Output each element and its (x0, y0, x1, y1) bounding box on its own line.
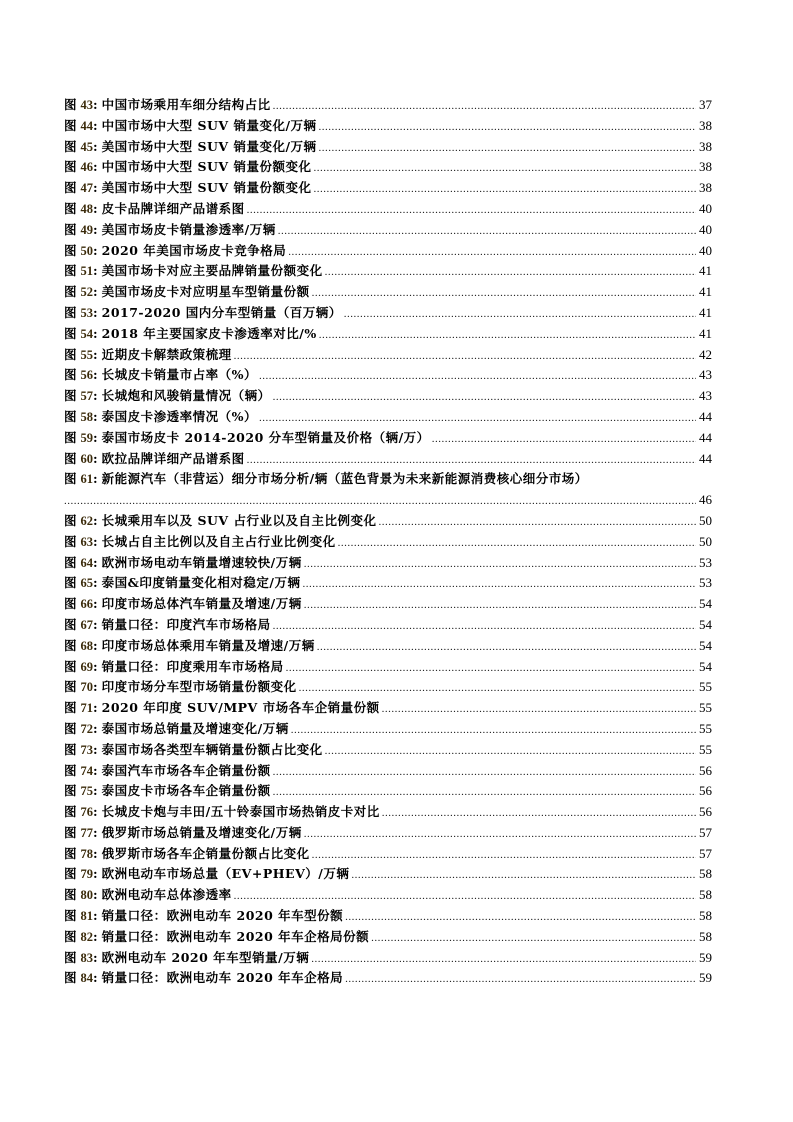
dot-leader (273, 782, 696, 803)
figure-title: 泰国市场皮卡 2014-2020 分车型销量及价格（辆/万） (101, 429, 430, 445)
toc-entry[interactable]: 图 48: 皮卡品牌详细产品谱系图 ..... 40 (64, 199, 712, 220)
figure-prefix: 图 (64, 429, 77, 445)
figure-prefix: 图 (64, 263, 77, 279)
figure-number: 71 (80, 701, 94, 716)
figure-title: 美国市场皮卡对应明星车型销量份额 (101, 284, 310, 300)
figure-prefix: 图 (64, 533, 77, 549)
figure-title: 新能源汽车（非营运）细分市场分析/辆（蓝色背景为未来新能源消费核心细分市场） (101, 471, 588, 487)
toc-entry[interactable]: 图 64: 欧洲市场电动车销量增速较快/万辆 ..... 53 (64, 553, 712, 574)
toc-entry[interactable]: 图 54: 2018 年主要国家皮卡渗透率对比/% ..... 41 (64, 324, 712, 345)
figure-title: 长城乘用车以及 SUV 占行业以及自主比例变化 (101, 512, 377, 528)
toc-entry[interactable]: 图 76: 长城皮卡炮与丰田/五十铃泰国市场热销皮卡对比 ..... 56 (64, 802, 712, 823)
figure-number: 66 (80, 597, 94, 612)
figure-prefix: 图 (64, 408, 77, 424)
figure-prefix: 图 (64, 200, 77, 216)
dot-leader (273, 96, 696, 117)
figure-prefix: 图 (64, 658, 77, 674)
page-number: 54 (699, 616, 712, 632)
page-number: 41 (699, 325, 712, 341)
figure-title: 欧洲电动车市场总量（EV+PHEV）/万辆 (101, 866, 350, 882)
dot-leader (319, 325, 696, 346)
toc-entry[interactable]: 图 69: 销量口径：印度乘用车市场格局 ..... 54 (64, 657, 712, 678)
figure-prefix: 图 (64, 450, 77, 466)
figure-title: 欧洲市场电动车销量增速较快/万辆 (101, 554, 302, 570)
page-number: 38 (699, 117, 712, 133)
dot-leader (351, 865, 696, 886)
figure-number: 60 (80, 451, 94, 466)
page-number: 57 (699, 824, 712, 840)
figure-number: 69 (80, 659, 94, 674)
figure-title: 中国市场中大型 SUV 销量份额变化 (101, 159, 312, 175)
dot-leader (338, 533, 696, 554)
page-number: 40 (699, 242, 712, 258)
toc-entry[interactable]: 图 81: 销量口径：欧洲电动车 2020 年车型份额 ..... 58 (64, 906, 712, 927)
figure-prefix: 图 (64, 845, 77, 861)
figure-prefix: 图 (64, 637, 77, 653)
figure-number: 74 (80, 763, 94, 778)
toc-entry[interactable]: 图 71: 2020 年印度 SUV/MPV 市场各车企销量份额 ..... 55 (64, 698, 712, 719)
figure-title: 中国市场中大型 SUV 销量变化/万辆 (101, 117, 317, 133)
figure-title: 欧洲电动车 2020 年车型销量/万辆 (101, 949, 310, 965)
dot-leader (288, 242, 696, 263)
figure-number: 44 (80, 118, 94, 133)
toc-entry[interactable]: 图 77: 俄罗斯市场总销量及增速变化/万辆 ..... 57 (64, 823, 712, 844)
figure-title: 销量口径：印度汽车市场格局 (101, 616, 271, 632)
page-number: 55 (699, 679, 712, 695)
dot-leader (317, 637, 696, 658)
toc-entry[interactable]: 图 55: 近期皮卡解禁政策梳理 ..... 42 (64, 345, 712, 366)
figure-number: 75 (80, 784, 94, 799)
page-number: 58 (699, 866, 712, 882)
dot-leader (303, 574, 697, 595)
figure-prefix: 图 (64, 928, 77, 944)
figure-number: 73 (80, 742, 94, 757)
figure-prefix: 图 (64, 741, 77, 757)
page-number: 53 (699, 554, 712, 570)
dot-leader (259, 366, 696, 387)
toc-entry[interactable]: 图 53: 2017-2020 国内分车型销量（百万辆） ..... 41 (64, 303, 712, 324)
page-number: 55 (699, 700, 712, 716)
figure-prefix: 图 (64, 720, 77, 736)
figure-title: 俄罗斯市场总销量及增速变化/万辆 (101, 824, 302, 840)
figure-number: 67 (80, 617, 94, 632)
figure-number: 47 (80, 181, 94, 196)
dot-leader (312, 845, 696, 866)
page-number: 46 (699, 492, 712, 508)
figure-prefix: 图 (64, 159, 77, 175)
toc-entry[interactable]: 图 58: 泰国皮卡渗透率情况（%） ..... 44 (64, 407, 712, 428)
dot-leader (273, 762, 696, 783)
toc-entry[interactable]: 图 51: 美国市场卡对应主要品牌销量份额变化 ..... 41 (64, 261, 712, 282)
page-number: 55 (699, 720, 712, 736)
toc-entry[interactable]: 图 82: 销量口径：欧洲电动车 2020 年车企格局份额 ..... 58 (64, 927, 712, 948)
figure-prefix: 图 (64, 804, 77, 820)
figure-number: 48 (80, 201, 94, 216)
toc-entry[interactable]: 图 83: 欧洲电动车 2020 年车型销量/万辆 ..... 59 (64, 948, 712, 969)
figure-number: 64 (80, 555, 94, 570)
page-number: 38 (699, 138, 712, 154)
figure-title: 皮卡品牌详细产品谱系图 (101, 200, 245, 216)
dot-leader (344, 304, 696, 325)
toc-entry-continuation[interactable] (64, 490, 712, 511)
figure-number: 43 (80, 98, 94, 112)
figure-title: 泰国市场各类型车辆销量份额占比变化 (101, 741, 323, 757)
dot-leader (234, 886, 696, 907)
dot-leader (325, 262, 696, 283)
dot-leader (304, 595, 696, 616)
toc-entry[interactable]: 图 62: 长城乘用车以及 SUV 占行业以及自主比例变化 ..... 50 (64, 511, 712, 532)
figure-title: 美国市场中大型 SUV 销量份额变化 (101, 180, 312, 196)
page-number: 58 (699, 887, 712, 903)
dot-leader (313, 158, 696, 179)
toc-entry[interactable]: 图 73: 泰国市场各类型车辆销量份额占比变化 ..... 55 (64, 740, 712, 761)
toc-entry[interactable]: 图 67: 销量口径：印度汽车市场格局 ..... 54 (64, 615, 712, 636)
figure-title: 2017-2020 国内分车型销量（百万辆） (101, 304, 342, 320)
figure-prefix: 图 (64, 346, 77, 362)
figure-number: 52 (80, 285, 94, 300)
figure-prefix: 图 (64, 700, 77, 716)
figure-prefix: 图 (64, 388, 77, 404)
toc-entry[interactable]: 图 63: 长城占自主比例以及自主占行业比例变化 ..... 50 (64, 532, 712, 553)
figure-prefix: 图 (64, 242, 77, 258)
toc-entry[interactable]: 图 79: 欧洲电动车市场总量（EV+PHEV）/万辆 ..... 58 (64, 864, 712, 885)
page-number: 37 (699, 97, 712, 112)
figure-title: 美国市场卡对应主要品牌销量份额变化 (101, 263, 323, 279)
toc-entry[interactable]: 图 43: 中国市场乘用车细分结构占比 ..... 37 (64, 95, 712, 116)
toc-entry[interactable]: 图 65: 泰国&印度销量变化相对稳定/万辆 ..... 53 (64, 573, 712, 594)
toc-entry[interactable]: 图 75: 泰国皮卡市场各车企销量份额 ..... 56 (64, 781, 712, 802)
page-number: 42 (699, 346, 712, 362)
figure-title: 欧洲电动车总体渗透率 (101, 887, 232, 903)
dot-leader (312, 283, 696, 304)
figure-prefix: 图 (64, 762, 77, 778)
page-number: 50 (699, 512, 712, 528)
figure-number: 59 (80, 430, 94, 445)
page-number: 57 (699, 845, 712, 861)
toc-entry[interactable]: 图 47: 美国市场中大型 SUV 销量份额变化 ..... 38 (64, 178, 712, 199)
dot-leader (378, 512, 696, 533)
page-number: 44 (699, 429, 712, 445)
figure-title: 长城炮和风骏销量情况（辆） (101, 388, 271, 404)
figure-number: 80 (80, 888, 94, 903)
dot-leader (234, 346, 696, 367)
toc-entry[interactable]: 图 50: 2020 年美国市场皮卡竞争格局 ..... 40 (64, 241, 712, 262)
page-number: 44 (699, 450, 712, 466)
figure-title: 泰国&印度销量变化相对稳定/万辆 (101, 575, 301, 591)
page-number: 43 (699, 388, 712, 404)
figure-number: 56 (80, 368, 94, 383)
toc-entry[interactable]: 图 72: 泰国市场总销量及增速变化/万辆 ..... 55 (64, 719, 712, 740)
figure-prefix: 图 (64, 304, 77, 320)
dot-leader (247, 450, 696, 471)
page-number: 56 (699, 762, 712, 778)
dot-leader (325, 741, 696, 762)
figure-prefix: 图 (64, 554, 77, 570)
page-number: 38 (699, 180, 712, 196)
page-number: 41 (699, 263, 712, 279)
figure-prefix: 图 (64, 970, 77, 986)
page-number: 43 (699, 367, 712, 383)
figure-prefix: 图 (64, 887, 77, 903)
toc-entry[interactable]: 图 80: 欧洲电动车总体渗透率 ..... 58 (64, 885, 712, 906)
toc-entry[interactable]: 图 78: 俄罗斯市场各车企销量份额占比变化 ..... 57 (64, 844, 712, 865)
figure-title: 2020 年美国市场皮卡竞争格局 (101, 242, 287, 258)
dot-leader (304, 554, 696, 575)
page-number: 50 (699, 533, 712, 549)
toc-entry[interactable]: 图 57: 长城炮和风骏销量情况（辆） ..... 43 (64, 386, 712, 407)
figure-prefix: 图 (64, 596, 77, 612)
figure-number: 72 (80, 721, 94, 736)
dot-leader (382, 803, 696, 824)
dot-leader (273, 387, 696, 408)
toc-entry[interactable]: 图 44: 中国市场中大型 SUV 销量变化/万辆 ..... 38 (64, 116, 712, 137)
dot-leader (64, 491, 696, 512)
figure-number: 78 (80, 846, 94, 861)
dot-leader (311, 949, 696, 970)
figure-number: 57 (80, 389, 94, 404)
page-number: 38 (699, 159, 712, 175)
figure-title: 印度市场总体汽车销量及增速/万辆 (101, 596, 302, 612)
figure-number: 79 (80, 867, 94, 882)
dot-leader (371, 928, 696, 949)
toc-entry[interactable]: 图 61: 新能源汽车（非营运）细分市场分析/辆（蓝色背景为未来新能源消费核心细分市场） (64, 471, 588, 487)
figure-title: 美国市场中大型 SUV 销量变化/万辆 (101, 138, 317, 154)
dot-leader (345, 907, 696, 928)
figure-prefix: 图 (64, 367, 77, 383)
figure-number: 83 (80, 950, 94, 965)
page-number: 54 (699, 658, 712, 674)
dot-leader (278, 221, 696, 242)
figure-title: 销量口径：欧洲电动车 2020 年车企格局 (101, 970, 344, 986)
figure-title: 印度市场分车型市场销量份额变化 (101, 679, 297, 695)
toc-entry[interactable]: 图 46: 中国市场中大型 SUV 销量份额变化 ..... 38 (64, 157, 712, 178)
dot-leader (273, 616, 696, 637)
toc-entry[interactable]: 图 59: 泰国市场皮卡 2014-2020 分车型销量及价格（辆/万） ..... 44 (64, 428, 712, 449)
toc-entry[interactable]: 图 74: 泰国汽车市场各车企销量份额 ..... 56 (64, 761, 712, 782)
page-number: 56 (699, 804, 712, 820)
figure-number: 81 (80, 909, 94, 924)
figure-prefix: 图 (64, 284, 77, 300)
figure-prefix: 图 (64, 97, 77, 112)
figure-prefix: 图 (64, 824, 77, 840)
figure-title: 俄罗斯市场各车企销量份额占比变化 (101, 845, 310, 861)
page-number: 59 (699, 970, 712, 986)
dot-leader (286, 658, 696, 679)
figure-title: 欧拉品牌详细产品谱系图 (101, 450, 245, 466)
figure-title: 销量口径：欧洲电动车 2020 年车型份额 (101, 908, 344, 924)
toc-entry[interactable]: 图 52: 美国市场皮卡对应明星车型销量份额 ..... 41 (64, 282, 712, 303)
figure-title: 泰国皮卡渗透率情况（%） (101, 408, 258, 424)
figure-prefix: 图 (64, 325, 77, 341)
figure-title: 美国市场皮卡销量渗透率/万辆 (101, 221, 276, 237)
figure-title: 泰国市场总销量及增速变化/万辆 (101, 720, 289, 736)
toc-entry[interactable]: 图 66: 印度市场总体汽车销量及增速/万辆 ..... 54 (64, 594, 712, 615)
figure-prefix: 图 (64, 866, 77, 882)
figure-prefix: 图 (64, 221, 77, 237)
dot-leader (247, 200, 696, 221)
toc-entry[interactable]: 图 49: 美国市场皮卡销量渗透率/万辆 ..... 40 (64, 220, 712, 241)
page-number: 58 (699, 928, 712, 944)
figure-number: 84 (80, 971, 94, 986)
figure-title: 泰国皮卡市场各车企销量份额 (101, 783, 271, 799)
dot-leader (319, 138, 696, 159)
dot-leader (432, 429, 696, 450)
toc-entry[interactable]: 图 56: 长城皮卡销量市占率（%） ..... 43 (64, 365, 712, 386)
dot-leader (291, 720, 696, 741)
figure-title: 2020 年印度 SUV/MPV 市场各车企销量份额 (101, 700, 380, 716)
toc-entry[interactable]: 图 45: 美国市场中大型 SUV 销量变化/万辆 ..... 38 (64, 137, 712, 158)
page-number: 59 (699, 949, 712, 965)
figure-prefix: 图 (64, 783, 77, 799)
figure-title: 销量口径：印度乘用车市场格局 (101, 658, 284, 674)
dot-leader (299, 678, 696, 699)
page-number: 58 (699, 908, 712, 924)
dot-leader (345, 969, 696, 990)
figure-number: 70 (80, 680, 94, 695)
figure-title: 泰国汽车市场各车企销量份额 (101, 762, 271, 778)
toc-entry[interactable]: 图 84: 销量口径：欧洲电动车 2020 年车企格局 ..... 59 (64, 968, 712, 989)
figure-prefix: 图 (64, 949, 77, 965)
figure-title: 长城占自主比例以及自主占行业比例变化 (101, 533, 336, 549)
figure-prefix: 图 (64, 117, 77, 133)
figure-number: 76 (80, 805, 94, 820)
figure-number: 46 (80, 160, 94, 175)
toc-entry[interactable]: 图 60: 欧拉品牌详细产品谱系图 ..... 44 (64, 449, 712, 470)
dot-leader (382, 699, 696, 720)
figure-number: 68 (80, 638, 94, 653)
figure-title: 近期皮卡解禁政策梳理 (101, 346, 232, 362)
figure-prefix: 图 (64, 471, 77, 487)
figure-prefix: 图 (64, 679, 77, 695)
figure-number: 62 (80, 513, 94, 528)
page-number: 44 (699, 408, 712, 424)
figure-title: 2018 年主要国家皮卡渗透率对比/% (101, 325, 317, 341)
figure-title: 长城皮卡炮与丰田/五十铃泰国市场热销皮卡对比 (101, 804, 380, 820)
figure-number: 63 (80, 534, 94, 549)
page-number: 41 (699, 284, 712, 300)
figure-title: 销量口径：欧洲电动车 2020 年车企格局份额 (101, 928, 370, 944)
page-number: 54 (699, 596, 712, 612)
dot-leader (313, 179, 696, 200)
figure-title: 印度市场总体乘用车销量及增速/万辆 (101, 637, 315, 653)
figure-number: 77 (80, 825, 94, 840)
page-number: 40 (699, 200, 712, 216)
figure-number: 51 (80, 264, 94, 279)
figure-prefix: 图 (64, 575, 77, 591)
dot-leader (319, 117, 696, 138)
figure-number: 49 (80, 222, 94, 237)
page-number: 40 (699, 221, 712, 237)
figure-number: 61 (80, 472, 94, 487)
figure-number: 55 (80, 347, 94, 362)
figure-prefix: 图 (64, 908, 77, 924)
dot-leader (304, 824, 696, 845)
page-number: 54 (699, 637, 712, 653)
figure-number: 50 (80, 243, 94, 258)
toc-entry[interactable]: 图 68: 印度市场总体乘用车销量及增速/万辆 ..... 54 (64, 636, 712, 657)
page-number: 56 (699, 783, 712, 799)
figure-number: 58 (80, 409, 94, 424)
page-number: 53 (699, 575, 712, 591)
figure-number: 54 (80, 326, 94, 341)
figure-number: 82 (80, 929, 94, 944)
page-number: 55 (699, 741, 712, 757)
figure-title: 中国市场乘用车细分结构占比 (101, 97, 271, 112)
figure-prefix: 图 (64, 512, 77, 528)
figure-number: 45 (80, 139, 94, 154)
figure-prefix: 图 (64, 138, 77, 154)
page-number: 41 (699, 304, 712, 320)
dot-leader (259, 408, 696, 429)
figure-prefix: 图 (64, 180, 77, 196)
figure-title: 长城皮卡销量市占率（%） (101, 367, 258, 383)
figure-number: 65 (80, 576, 94, 591)
toc-entry[interactable]: 图 70: 印度市场分车型市场销量份额变化 ..... 55 (64, 677, 712, 698)
table-of-figures (64, 95, 712, 989)
figure-number: 53 (80, 305, 94, 320)
figure-prefix: 图 (64, 616, 77, 632)
